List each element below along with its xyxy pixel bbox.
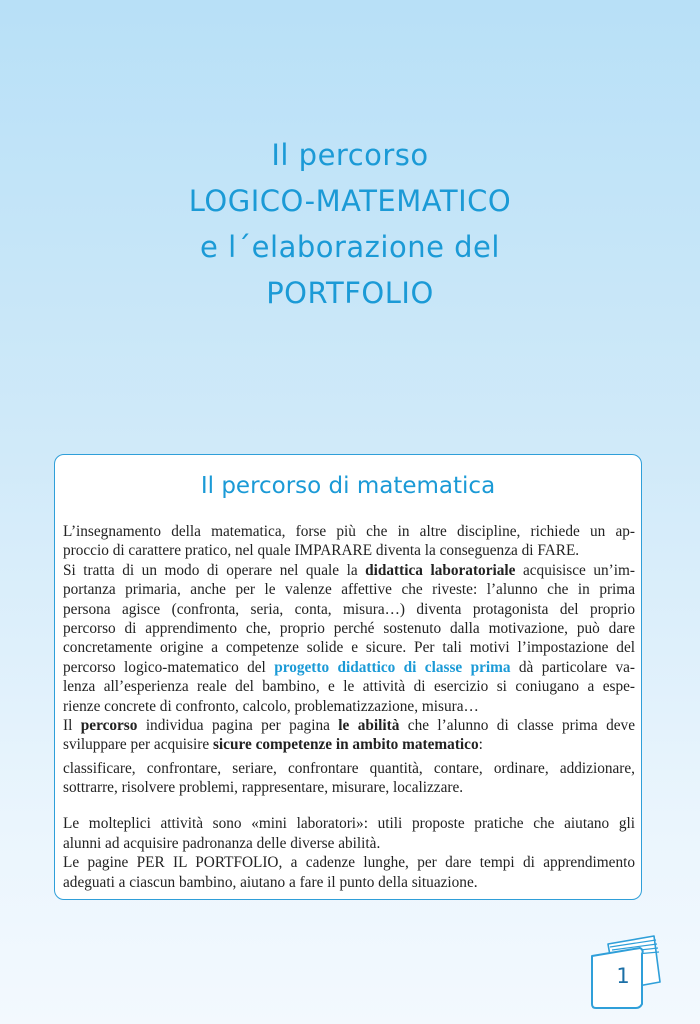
body-line: rienze concrete di confronto, calcolo, problematizzazione, misura… — [63, 697, 479, 715]
body-line: lenza all’esperienza reale del bambino, e le attività di esercizio si coniugano a espe- — [63, 678, 635, 696]
title-line-4: PORTFOLIO — [266, 276, 434, 310]
body-line: percorso di apprendimento che, proprio perché sostenuto dalla motivazione, può dare — [63, 619, 635, 637]
title-line-2: LOGICO-MATEMATICO — [188, 184, 512, 218]
body-line: alunni ad acquisire padronanza delle diverse abilità. — [63, 834, 381, 852]
body-line: classificare, confrontare, seriare, confrontare quantità, contare, ordinare, addizionare, — [63, 759, 635, 777]
body-line: persona agisce (confronta, seria, conta, misura…) diventa protagonista del proprio — [63, 600, 635, 618]
page-title — [0, 132, 700, 316]
body-line: Le pagine PER IL PORTFOLIO, a cadenze lunghe, per dare tempi di apprendimento — [63, 854, 635, 872]
body-line: portanza primaria, anche per le valenze affettive che riveste: l’alunno che in prima — [63, 581, 635, 599]
bold-term: percorso — [80, 716, 138, 734]
box-body — [63, 522, 635, 892]
box-title: Il percorso di matematica — [200, 473, 496, 499]
body-line: sottrarre, risolvere problemi, rappresentare, misurare, localizzare. — [63, 779, 464, 797]
body-line: proccio di carattere pratico, nel quale IMPARARE diventa la conseguenza di FARE. — [63, 542, 580, 560]
title-line-3: e l´elaborazione del — [200, 230, 500, 264]
bold-term: didattica laboratoriale — [365, 561, 516, 579]
bold-term: sicure competenze in ambito matematico — [212, 736, 479, 754]
bold-term: le abilità — [338, 716, 400, 734]
page-number: 1 — [616, 964, 630, 988]
body-line: Le molteplici attività sono «mini laboratori»: utili proposte pratiche che aiutano gli — [63, 815, 635, 833]
highlight-term: progetto didattico di classe prima — [274, 658, 511, 676]
title-line-1: Il percorso — [271, 138, 429, 172]
content-box — [54, 454, 642, 900]
body-line: L’insegnamento della matematica, forse più che in altre discipline, richiede un ap- — [63, 523, 635, 540]
spacer — [63, 797, 635, 814]
body-line: sviluppare per acquisire sicure competenze in ambito matematico: — [63, 736, 483, 754]
body-line: concretamente origine a competenze solide e sicure. Per tali motivi l’impostazione del — [63, 639, 635, 657]
body-line: percorso logico-matematico del progetto didattico di classe prima dà particolare va- — [63, 658, 636, 676]
body-line: Il percorso individua pagina per pagina le abilità che l’alunno di classe prima deve — [63, 716, 635, 734]
page-number-badge — [588, 930, 666, 1012]
body-line: Si tratta di un modo di operare nel quale la didattica laboratoriale acquisisce un’im- — [63, 561, 635, 579]
body-line: adeguati a ciascun bambino, aiutano a fare il punto della situazione. — [63, 873, 478, 891]
